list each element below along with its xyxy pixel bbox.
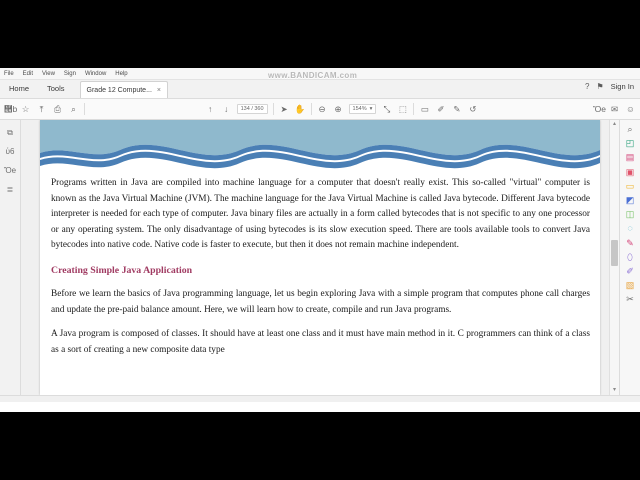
- main-toolbar: [0, 99, 640, 120]
- protect-icon[interactable]: ⬯: [627, 251, 633, 262]
- annotation-tools-group: [419, 105, 478, 114]
- menu-item-window[interactable]: Window: [84, 70, 107, 77]
- next-page-icon[interactable]: ↓: [223, 103, 229, 114]
- document-viewer[interactable]: [21, 120, 619, 395]
- toolbar-divider-3: [311, 103, 312, 115]
- sign-in-button[interactable]: Sign In: [610, 82, 634, 91]
- paragraph-java-bytecode: Programs written in Java are compiled into machine language for a computer that doesn't really exist. This so-called "virtual" computer is known as the Java Virtual Machine (JVM). The machine language for the Java Virtual Machine is called Java bytecode. Different Java bytecode interpreter is needed for each type of computer. Java binary files are actually in a form called bytecodes that is not specific to any one processor or any operating system. The only disadvantage of using bytecodes is its slow execution speed. There are tools available tools to convert Java bytecodes into native code. Native code is faster to execute, but then it does not remain machine independent.: [51, 178, 590, 251]
- previous-page-icon[interactable]: ↑: [207, 103, 213, 114]
- section-heading: Creating Simple Java Application: [51, 264, 193, 276]
- tab-bar: [0, 80, 640, 99]
- page-thumbnails-icon[interactable]: ⧉: [7, 128, 13, 137]
- upload-cloud-icon[interactable]: ⤒: [39, 103, 44, 114]
- export-pdf-icon[interactable]: ◩: [625, 194, 635, 205]
- highlight-icon[interactable]: ✐: [437, 103, 445, 114]
- organize-pages-icon[interactable]: ◫: [625, 209, 635, 220]
- page-banner-graphic: [40, 120, 600, 170]
- tools-pane-rail: [619, 120, 640, 395]
- scan-ocr-icon[interactable]: ◌: [627, 223, 633, 234]
- zoom-out-icon[interactable]: ⊖: [318, 103, 326, 114]
- tab-home[interactable]: Home: [9, 84, 30, 93]
- help-circle-icon[interactable]: ?: [585, 82, 590, 91]
- page-content: [40, 170, 600, 358]
- acrobat-reader-window: [0, 68, 640, 412]
- zoom-level-value: 154%: [352, 106, 367, 112]
- menu-item-edit[interactable]: Edit: [22, 70, 34, 77]
- sign-icon[interactable]: ✎: [453, 103, 461, 114]
- page-number-input[interactable]: 134 / 360: [237, 104, 268, 114]
- tab-tools[interactable]: Tools: [47, 84, 65, 93]
- hand-tool-icon[interactable]: ✋: [294, 103, 306, 114]
- bookmarks-icon[interactable]: ὑ6: [5, 147, 15, 156]
- stamp-icon[interactable]: ↺: [469, 103, 477, 114]
- zoom-group: [317, 104, 409, 114]
- combine-files-icon[interactable]: ▤: [625, 152, 635, 163]
- save-icon[interactable]: ὚b: [4, 103, 18, 114]
- bell-icon[interactable]: ⚑: [596, 82, 604, 91]
- comment-icon[interactable]: ▭: [420, 103, 429, 114]
- share-person-icon[interactable]: ☺: [626, 103, 635, 114]
- toolbar-divider-4: [413, 103, 414, 115]
- star-icon[interactable]: ☆: [21, 103, 30, 114]
- zoom-level-select[interactable]: [349, 104, 377, 114]
- menu-item-file[interactable]: File: [4, 70, 14, 77]
- redact-icon[interactable]: ✎: [626, 237, 634, 248]
- paragraph-intro-example: Before we learn the basics of Java programming language, let us begin exploring Java with a simple program that computes phone call charges and update the pre-paid balance amount. Here, we will learn how to create, compile and run Java programs.: [51, 288, 590, 315]
- tab-document-label: Grade 12 Compute...: [86, 86, 152, 94]
- pdf-page: [40, 120, 600, 395]
- navigation-pane-rail: [0, 120, 21, 395]
- scroll-down-icon[interactable]: ▾: [612, 387, 616, 393]
- chevron-down-icon: ▾: [369, 106, 373, 112]
- scrollbar-thumb[interactable]: [611, 240, 618, 266]
- more-tools-icon[interactable]: ✂: [626, 294, 634, 305]
- read-mode-icon[interactable]: ⬚: [398, 103, 407, 114]
- layers-icon[interactable]: ≣: [6, 185, 14, 194]
- search-icon[interactable]: ⌕: [71, 103, 76, 114]
- viewer-scrollbar[interactable]: [609, 120, 619, 395]
- attach-file-icon[interactable]: Ὄe: [593, 103, 606, 114]
- selection-tools-group: [279, 105, 306, 114]
- select-tool-icon[interactable]: ➤: [280, 103, 288, 114]
- search-tool-icon[interactable]: ⌕: [627, 124, 633, 134]
- print-icon[interactable]: ⎙: [54, 103, 61, 114]
- paragraph-classes: A Java program is composed of classes. It should have at least one class and it must have main method in it. C programmers can think of a class as a sort of creating a new composite data type: [51, 329, 590, 355]
- workspace: [0, 120, 640, 395]
- fit-page-icon[interactable]: ⤡: [383, 103, 391, 114]
- scroll-up-icon[interactable]: ▴: [612, 121, 616, 127]
- menu-item-sign[interactable]: Sign: [63, 70, 76, 77]
- attachments-icon[interactable]: Ὄe: [3, 166, 17, 175]
- menu-item-view[interactable]: View: [42, 70, 55, 77]
- share-tools-group: [593, 105, 636, 114]
- toolbar-divider: [84, 103, 85, 115]
- close-icon[interactable]: ×: [156, 86, 161, 94]
- file-tools-group: [4, 105, 79, 114]
- edit-pdf-icon[interactable]: ▣: [625, 166, 635, 177]
- window-bottom-edge: [0, 395, 640, 402]
- toolbar-divider-2: [273, 103, 274, 115]
- comment-tool-icon[interactable]: ▭: [625, 180, 635, 191]
- prepare-form-icon[interactable]: ▧: [625, 280, 635, 291]
- menu-item-help[interactable]: Help: [115, 70, 128, 77]
- page-navigation-group: [205, 104, 268, 114]
- tab-document[interactable]: [80, 81, 168, 98]
- account-area: [585, 82, 634, 91]
- create-pdf-icon[interactable]: ◰: [625, 138, 635, 149]
- email-icon[interactable]: ✉: [610, 103, 619, 114]
- fill-sign-icon[interactable]: ✐: [626, 265, 634, 276]
- wave-banner-svg: [40, 120, 600, 170]
- zoom-in-icon[interactable]: ⊕: [334, 103, 342, 114]
- bandicam-watermark: www.BANDICAM.com: [268, 71, 358, 80]
